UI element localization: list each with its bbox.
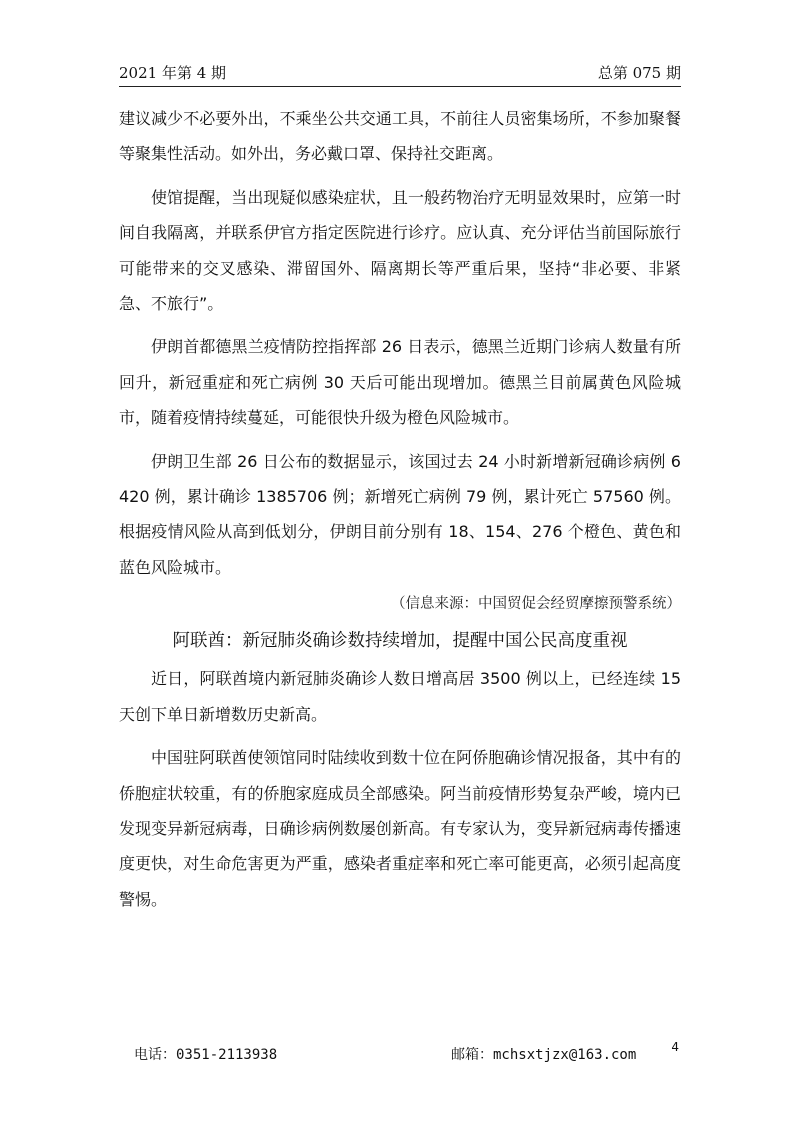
source-note: （信息来源：中国贸促会经贸摩擦预警系统） (391, 596, 681, 613)
header-divider (119, 86, 681, 87)
issue-label: 2021 年第 4 期 (119, 64, 227, 82)
total-issue-label: 总第 075 期 (597, 64, 681, 82)
paragraph-2: 使馆提醒，当出现疑似感染症状，且一般药物治疗无明显效果时，应第一时间自我隔离，并联系伊官方指定医院进行诊疗。应认真、充分评估当前国际旅行可能带来的交叉感染、滞留国外、隔离期长等严重后果，坚持“非必要、非紧急、不旅行”。 (119, 187, 681, 314)
page-footer (119, 1040, 681, 1068)
page-number: 4 (671, 1040, 679, 1054)
article-body (119, 101, 681, 925)
paragraph-5: 近日，阿联酋境内新冠肺炎确诊人数日增高居 3500 例以上，已经连续 15 天创下单日新增数历史新高。 (119, 669, 681, 724)
paragraph-6: 中国驻阿联酋使领馆同时陆续收到数十位在阿侨胞确诊情况报备，其中有的侨胞症状较重，有的侨胞家庭成员全部感染。阿当前疫情形势复杂严峻，境内已发现变异新冠病毒，日确诊病例数屡创新高。有专家认为，变异新冠病毒传播速度更快，对生命危害更为严重，感染者重症率和死亡率可能更高，必须引起高度警惕。 (119, 748, 681, 909)
paragraph-1: 建议减少不必要外出，不乘坐公共交通工具，不前往人员密集场所，不参加聚餐等聚集性活动。如外出，务必戴口罩、保持社交距离。 (119, 109, 681, 164)
section-title: 阿联酋：新冠肺炎确诊数持续增加，提醒中国公民高度重视 (172, 631, 628, 652)
contact-phone: 电话：0351-2113938 (134, 1047, 278, 1063)
page-header (119, 58, 681, 86)
paragraph-3: 伊朗首都德黑兰疫情防控指挥部 26 日表示，德黑兰近期门诊病人数量有所回升，新冠重症和死亡病例 30 天后可能出现增加。德黑兰目前属黄色风险城市，随着疫情持续蔓延，可能很快升级为橙色风险城市。 (119, 337, 681, 428)
paragraph-4: 伊朗卫生部 26 日公布的数据显示，该国过去 24 小时新增新冠确诊病例 6420 例，累计确诊 1385706 例；新增死亡病例 79 例，累计死亡 57560 例。根据疫情风险从高到低划分，伊朗目前分别有 18、154、276 个橙色、黄色和蓝色风险城市。 (119, 451, 681, 577)
contact-email: 邮箱：mchsxtjzx@163.com (451, 1047, 637, 1063)
